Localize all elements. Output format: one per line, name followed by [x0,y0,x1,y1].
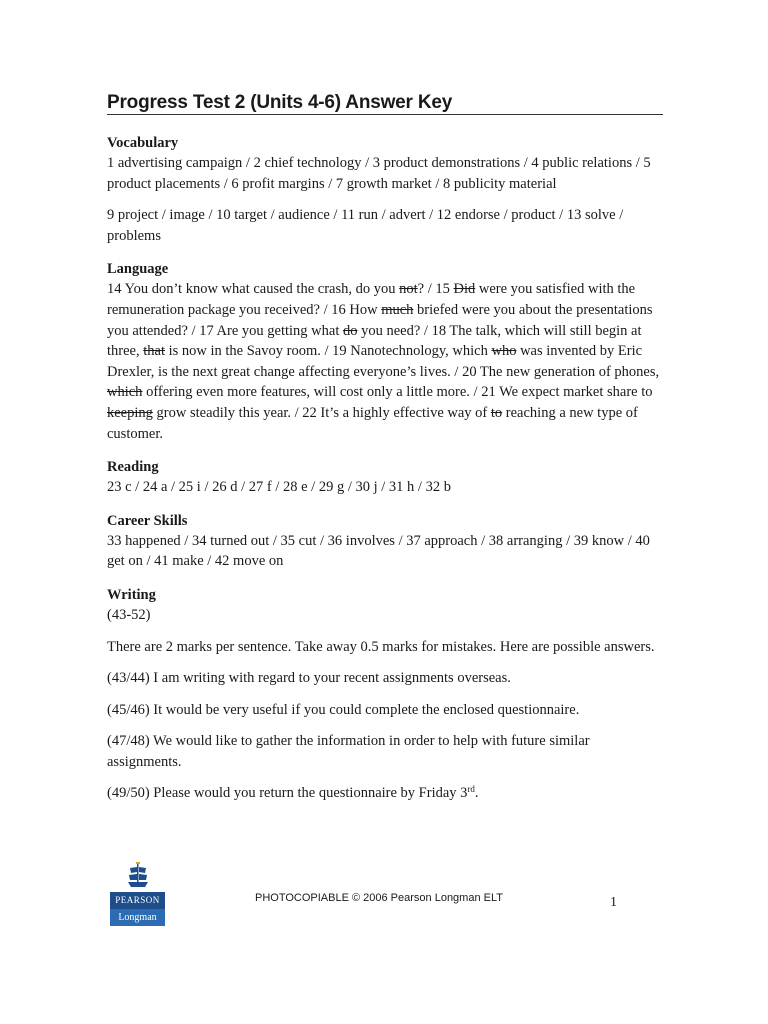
writing-answer-2: (45/46) It would be very useful if you could complete the enclosed questionnaire. [107,701,580,718]
struck-word: Did [453,281,476,298]
vocabulary-heading: Vocabulary [107,135,179,151]
writing-answer-3: (47/48) We would like to gather the information in order to help with future similar assignments. [107,733,590,770]
struck-word: who [491,343,517,360]
ship-icon [127,862,149,890]
writing-answer-4: (49/50) Please would you return the questionnaire by Friday 3rd. [107,784,479,802]
struck-word: that [143,343,165,360]
career-skills-heading: Career Skills [107,512,188,529]
footer-copyright: PHOTOCOPIABLE © 2006 Pearson Longman ELT [255,892,503,904]
writing-intro: There are 2 marks per sentence. Take away 0.5 marks for mistakes. Here are possible answers. [107,638,655,655]
writing-answer-1: (43/44) I am writing with regard to your recent assignments overseas. [107,670,511,687]
reading-heading: Reading [107,459,159,476]
page-title: Progress Test 2 (Units 4-6) Answer Key [107,92,663,115]
struck-word: do [342,322,358,339]
writing-range: (43-52) [107,606,151,623]
answer-key-page [107,92,663,804]
vocabulary-answers-2: 9 project / image / 10 target / audience / 11 run / advert / 12 endorse / product / 13 solve / problems [107,207,624,244]
reading-answers: 23 c / 24 a / 25 i / 26 d / 27 f / 28 e / 29 g / 30 j / 31 h / 32 b [107,479,451,496]
struck-word: to [490,404,503,421]
career-skills-answers: 33 happened / 34 turned out / 35 cut / 36 involves / 37 approach / 38 arranging / 39 know / 40 get on / 41 make / 42 move on [107,532,650,570]
writing-heading: Writing [107,586,156,603]
struck-word: which [107,384,143,401]
vocabulary-answers-1: 1 advertising campaign / 2 chief technology / 3 product demonstrations / 4 public relations / 5 product placements / 6 profit margins / 7 growth market / 8 publicity material [107,155,651,192]
struck-word: keeping [107,404,153,421]
logo-sub: Longman [110,909,165,926]
pearson-longman-logo [110,862,165,926]
struck-word: much [381,301,414,318]
page-number: 1 [610,895,617,910]
struck-word: not [399,281,418,298]
language-answers: 14 You don’t know what caused the crash, do you not? / 15 Did were you satisfied with the remuneration package you received? / 16 How much briefed were you about the presentations you attended? / 17 Are you getting what do you need? / 18 The talk, which will still begin at three, that is now in the Savoy room. / 19 Nanotechnology, which who was invented by Eric Drexler, is the next great change affecting everyone’s lives. / 20 The new generation of phones, which offering even more features, will cost only a little more. / 21 We expect market share to keeping grow steadily this year. / 22 It’s a highly effective way of to reaching a new type of customer. [107,281,660,442]
language-heading: Language [107,261,169,278]
logo-brand: PEARSON [110,892,165,909]
